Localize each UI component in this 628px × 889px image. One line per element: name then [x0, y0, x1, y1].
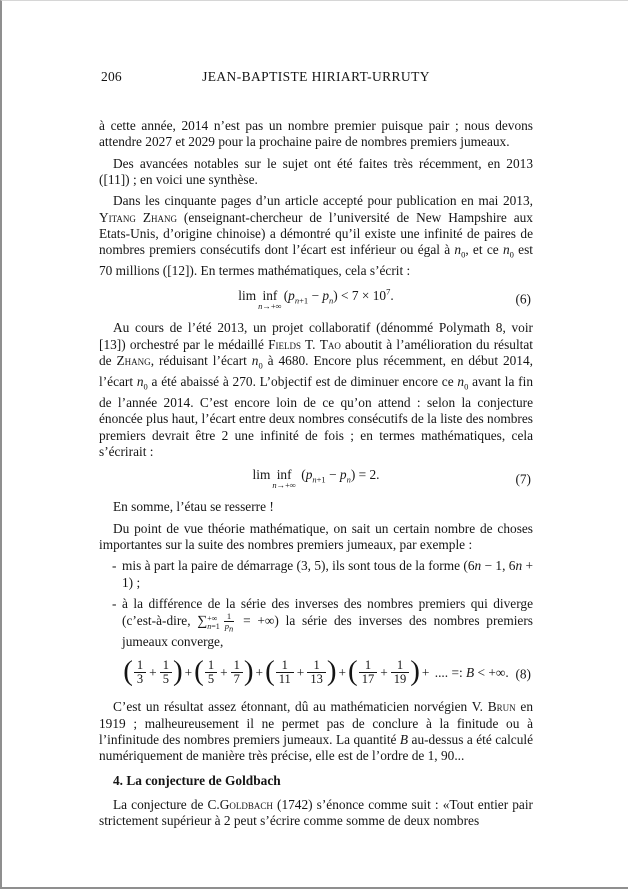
running-title: JEAN-BAPTISTE HIRIART-URRUTY — [202, 69, 430, 84]
paragraph-zhang: Dans les cinquante pages d’un article accepté pour publication en mai 2013, Yitang Zhang (enseignant-chercheur de l’université de New Hampshire aux Etats-Unis, d’origine chinoise) a démontré qu’il existe une infinité de paires de nombres premiers consécutifs dont l’écart est inférieur ou égal à $n_0$, et ce $n_0$ est 70 millions ([12]). En termes mathématiques, cela s’écrit : — [99, 193, 533, 279]
paragraph-brun: C’est un résultat assez étonnant, dû au mathématicien norvégien V. Brun en 1919 ; malheureusement il ne permet pas de conclure à la finitude ou à l’infinitude des nombres premiers jumeaux. La quantité B au-dessus a été calculé numériquement de manière très précise, elle est de l’ordre de 1, 90... — [99, 699, 534, 764]
equation-6-body: lim inf n→+∞ $(p_{n+1} - p_n) < 7 \times 10^7$. — [238, 286, 394, 312]
list-item — [99, 558, 533, 591]
equation-6 — [99, 287, 533, 311]
equation-8-body: ( $\frac{1}{3}$ + $\frac{1}{5}$ ) +( $\frac{1}{5}$ + $\frac{1}{7}$ ) +( $\frac{1}{11}$ + $\frac{1}{13}$ ) +( $\frac{1}{17}$ + $\frac{1}{19}$ ) + .... =: B < +∞. — [123, 655, 509, 688]
equation-6-number: (6) — [515, 291, 531, 307]
section-heading-goldbach: 4. La conjecture de Goldbach — [113, 772, 281, 788]
equation-7-number: (7) — [515, 471, 531, 487]
paragraph-etau: En somme, l’étau se resserre ! — [113, 499, 274, 515]
bullet-dash: - — [112, 558, 117, 574]
paragraph-avancees: Des avancées notables sur le sujet ont été faites très récemment, en 2013 ([11]) ; en voici une synthèse. — [99, 155, 533, 188]
bullet-text: à la différence de la série des inverses des nombres premiers qui diverge (c’est-à-dire, ∑ +∞ n=1 $\frac{1}{p_n}$ = +∞) la série des inverses des nombres premiers jumeaux converge, — [122, 595, 533, 649]
paragraph-theorie: Du point de vue théorie mathématique, on sait un certain nombre de choses importantes sur la suite des nombres premiers jumeaux, par exemple : — [99, 520, 533, 552]
page-body — [99, 118, 533, 830]
bullet-text: mis à part la paire de démarrage (3, 5), ils sont tous de la forme (6n − 1, 6n + 1) ; — [122, 558, 533, 590]
paragraph-polymath: Au cours de l’été 2013, un projet collaboratif (dénommé Polymath 8, voir [13]) orchestré par le médaillé Fields T. Tao aboutit à l’amélioration du résultat de Zhang, réduisant l’écart $n_0$ à 4680. Encore plus récemment, en début 2014, l’écart $n_0$ a été abaissé à 270. L’objectif est de diminuer encore ce $n_0$ avant la fin de l’année 2014. C’est encore loin de ce qu’on attend : selon la conjecture énoncée plus haut, l’écart entre deux nombres consécutifs de la liste des nombres premiers devrait être 2 une infinité de fois ; en termes mathématiques, cela s’écrirait : — [99, 320, 534, 459]
page-number: 206 — [101, 69, 122, 84]
list-item — [99, 596, 533, 650]
page-header — [99, 69, 533, 87]
paragraph-goldbach: La conjecture de C.Goldbach (1742) s’énonce comme suit : «Tout entier pair strictement supérieur à 2 peut s’écrire comme somme de deux nombres — [99, 797, 533, 829]
equation-8-number: (8) — [515, 666, 531, 682]
bullet-dash: - — [112, 595, 117, 611]
paragraph-continuation: à cette année, 2014 n’est pas un nombre premier puisque pair ; nous devons attendre 2027 et 2029 pour la prochaine paire de nombres premiers jumeaux. — [99, 118, 533, 150]
equation-7 — [99, 467, 533, 490]
equation-7-body: lim inf n→+∞ $(p_{n+1} - p_n) = 2$. — [252, 467, 380, 491]
equation-8 — [99, 657, 533, 690]
